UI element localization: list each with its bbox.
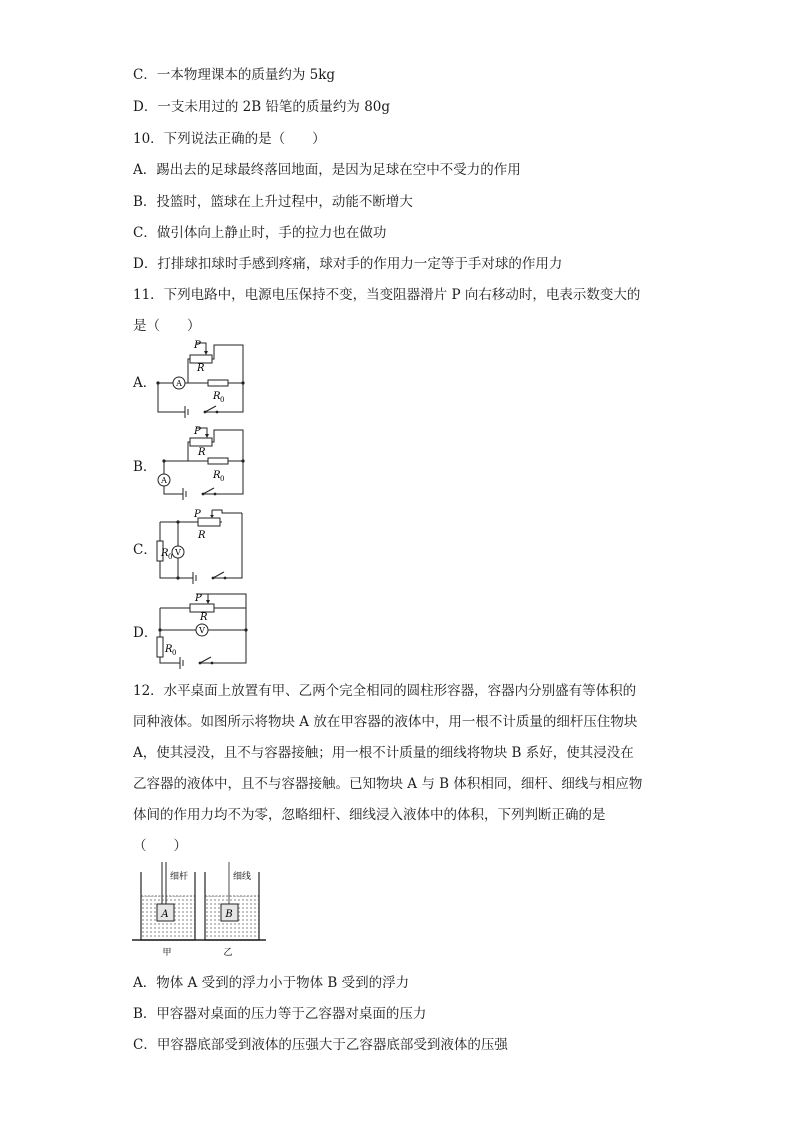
fixed-resistor-icon <box>208 458 228 464</box>
q12-stem-line2: 同种液体。如图所示将物块 A 放在甲容器的液体中，用一根不计质量的细杆压住物块 <box>133 714 638 730</box>
rheostat-label: R <box>198 530 206 541</box>
thread-label: 细线 <box>233 872 252 882</box>
q11-option-c-label: C． <box>133 542 157 558</box>
fixed-resistor-subscript: 0 <box>220 396 225 404</box>
voltmeter-label: V <box>175 548 181 557</box>
slider-arrow-icon <box>205 434 209 438</box>
q11-circuit-b <box>150 426 260 506</box>
slider-arrow-icon <box>206 600 210 604</box>
fixed-resistor-label: R <box>213 391 221 402</box>
q12-stem-line5: 体间的作用力均不为零，忽略细杆、细线浸入液体中的体积，下列判断正确的是 <box>133 807 606 823</box>
q9-option-d: D．一支未用过的 2B 铅笔的质量约为 80g <box>133 99 391 115</box>
container-yi-label: 乙 <box>223 948 233 958</box>
q11-stem-line1: 11．下列电路中，电源电压保持不变，当变阻器滑片 P 向右移动时，电表示数变大的 <box>133 287 641 303</box>
q12-stem-line3: A，使其浸没，且不与容器接触；用一根不计质量的细线将物块 B 系好，使其浸没在 <box>133 745 634 761</box>
q10-option-a: A．踢出去的足球最终落回地面，是因为足球在空中不受力的作用 <box>133 162 521 178</box>
container-jia-label: 甲 <box>162 948 172 958</box>
q11-circuit-c <box>150 508 260 588</box>
q11-stem-line2: 是（ ） <box>133 318 201 334</box>
fixed-resistor-icon <box>208 380 228 386</box>
block-b-label: B <box>225 909 233 920</box>
q11-option-d-label: D． <box>133 625 158 641</box>
q10-option-c: C．做引体向上静止时，手的拉力也在做功 <box>133 225 387 241</box>
rheostat-label: R <box>198 447 206 458</box>
ammeter-label: A <box>176 379 182 388</box>
slider-arrow-icon <box>204 351 208 355</box>
voltmeter-label: V <box>199 626 205 635</box>
fixed-resistor-subscript: 0 <box>220 475 225 483</box>
q9-option-c: C．一本物理课本的质量约为 5kg <box>133 67 336 83</box>
q12-stem-line1: 12．水平桌面上放置有甲、乙两个完全相同的圆柱形容器，容器内分别盛有等体积的 <box>133 683 637 699</box>
q10-option-d: D．打排球扣球时手感到疼痛，球对手的作用力一定等于手对球的作用力 <box>133 256 563 272</box>
q12-option-a: A．物体 A 受到的浮力小于物体 B 受到的浮力 <box>133 975 410 991</box>
fixed-resistor-icon <box>157 637 163 657</box>
fixed-resistor-label: R <box>165 644 173 655</box>
fixed-resistor-label: R <box>213 470 221 481</box>
rheostat-icon <box>190 355 212 363</box>
q12-option-c: C．甲容器底部受到液体的压强大于乙容器底部受到液体的压强 <box>133 1037 508 1053</box>
ammeter-label: A <box>161 476 167 485</box>
fixed-resistor-subscript: 0 <box>172 649 177 657</box>
slider-label: P <box>194 340 201 351</box>
q12-option-b: B．甲容器对桌面的压力等于乙容器对桌面的压力 <box>133 1006 427 1022</box>
rheostat-label: R <box>197 363 205 374</box>
q12-containers-figure <box>130 862 270 962</box>
fixed-resistor-label: R <box>161 548 169 559</box>
slider-label: P <box>194 509 201 520</box>
rheostat-icon <box>198 518 220 526</box>
fixed-resistor-subscript: 0 <box>168 553 173 561</box>
q12-stem-line6: （ ） <box>133 838 187 854</box>
rheostat-icon <box>190 438 212 446</box>
rod-label: 细杆 <box>170 872 189 882</box>
q10-option-b: B．投篮时，篮球在上升过程中，动能不断增大 <box>133 194 413 210</box>
block-a-label: A <box>161 909 169 920</box>
q11-option-b-label: B． <box>133 459 157 475</box>
q11-circuit-d <box>150 591 260 671</box>
q11-circuit-a <box>150 340 260 420</box>
rheostat-label: R <box>200 612 208 623</box>
slider-label: P <box>195 593 202 604</box>
rheostat-icon <box>190 604 214 612</box>
q12-stem-line4: 乙容器的液体中，且不与容器接触。已知物块 A 与 B 体积相同，细杆、细线与相应物 <box>133 776 643 792</box>
q10-stem: 10．下列说法正确的是（ ） <box>133 131 326 147</box>
q11-option-a-label: A． <box>133 375 157 391</box>
slider-label: P <box>194 426 201 437</box>
